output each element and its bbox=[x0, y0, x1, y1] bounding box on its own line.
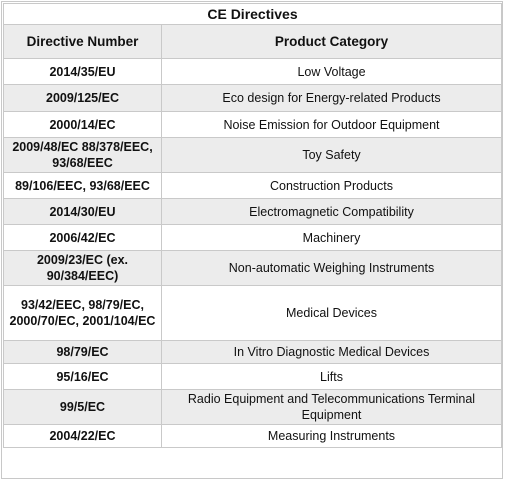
table-row bbox=[4, 286, 502, 341]
directive-number: 93/42/EEC, 98/79/EC, 2000/70/EC, 2001/104/EC bbox=[4, 286, 162, 341]
product-category: Toy Safety bbox=[162, 138, 502, 173]
product-category: Non-automatic Weighing Instruments bbox=[162, 251, 502, 286]
table-row bbox=[4, 112, 502, 138]
directive-number: 98/79/EC bbox=[4, 341, 162, 364]
table-header-row bbox=[4, 25, 502, 59]
table-row bbox=[4, 390, 502, 425]
table-row bbox=[4, 341, 502, 364]
product-category: Construction Products bbox=[162, 173, 502, 199]
table-row bbox=[4, 199, 502, 225]
table-row bbox=[4, 425, 502, 448]
table-row bbox=[4, 59, 502, 85]
header-product-category: Product Category bbox=[162, 25, 502, 59]
table-row bbox=[4, 85, 502, 112]
product-category: Noise Emission for Outdoor Equipment bbox=[162, 112, 502, 138]
directive-number: 2009/23/EC (ex. 90/384/EEC) bbox=[4, 251, 162, 286]
product-category: Electromagnetic Compatibility bbox=[162, 199, 502, 225]
table-title: CE Directives bbox=[4, 4, 502, 25]
product-category: Lifts bbox=[162, 364, 502, 390]
directive-number: 2000/14/EC bbox=[4, 112, 162, 138]
directive-number: 89/106/EEC, 93/68/EEC bbox=[4, 173, 162, 199]
directive-number: 2009/125/EC bbox=[4, 85, 162, 112]
directive-number: 2004/22/EC bbox=[4, 425, 162, 448]
table-row bbox=[4, 364, 502, 390]
product-category: Measuring Instruments bbox=[162, 425, 502, 448]
product-category: Machinery bbox=[162, 225, 502, 251]
table-row bbox=[4, 225, 502, 251]
directive-number: 2006/42/EC bbox=[4, 225, 162, 251]
table-title-row bbox=[4, 4, 502, 25]
directive-number: 99/5/EC bbox=[4, 390, 162, 425]
directive-number: 2014/30/EU bbox=[4, 199, 162, 225]
product-category: Radio Equipment and Telecommunications Terminal Equipment bbox=[162, 390, 502, 425]
product-category: Medical Devices bbox=[162, 286, 502, 341]
directive-number: 2009/48/EC 88/378/EEC, 93/68/EEC bbox=[4, 138, 162, 173]
directive-number: 2014/35/EU bbox=[4, 59, 162, 85]
product-category: Low Voltage bbox=[162, 59, 502, 85]
directive-number: 95/16/EC bbox=[4, 364, 162, 390]
table-row bbox=[4, 138, 502, 173]
header-directive-number: Directive Number bbox=[4, 25, 162, 59]
product-category: In Vitro Diagnostic Medical Devices bbox=[162, 341, 502, 364]
product-category: Eco design for Energy-related Products bbox=[162, 85, 502, 112]
table-row bbox=[4, 251, 502, 286]
ce-directives-table bbox=[3, 3, 502, 448]
table-row bbox=[4, 173, 502, 199]
